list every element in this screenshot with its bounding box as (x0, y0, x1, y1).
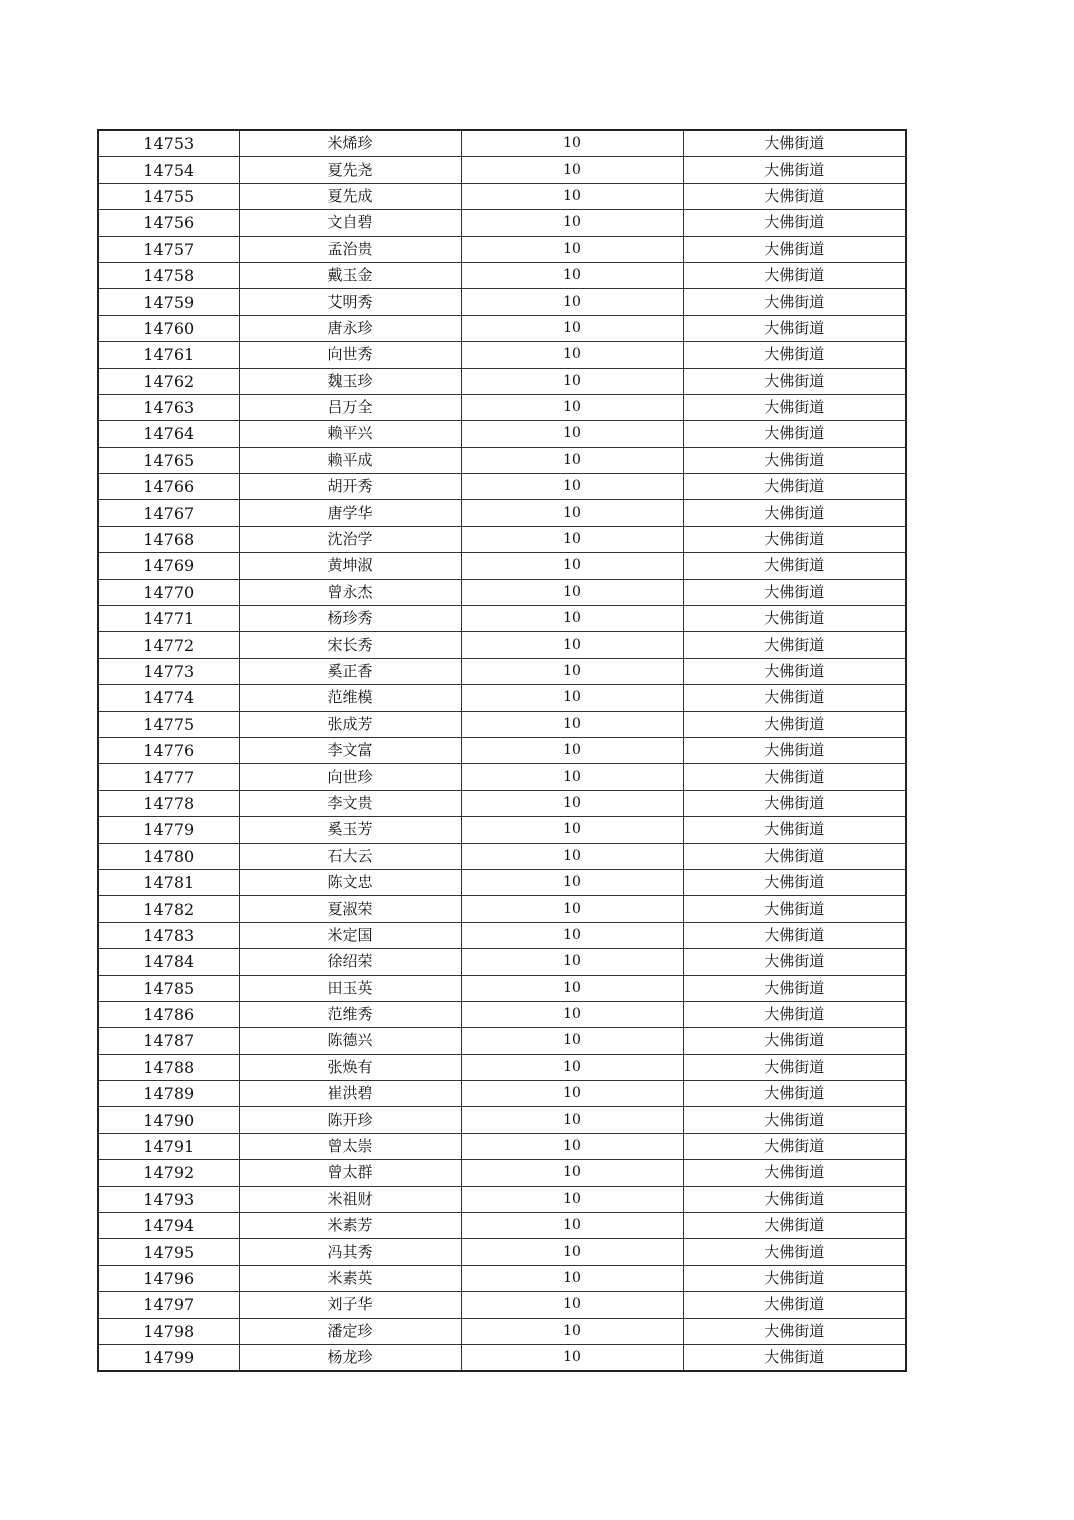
cell-serial-number: 14762 (98, 368, 239, 394)
table-row (98, 658, 906, 684)
cell-street: 大佛街道 (683, 342, 906, 368)
cell-amount: 10 (461, 421, 683, 447)
cell-person-name: 唐永珍 (239, 315, 461, 341)
cell-amount: 10 (461, 949, 683, 975)
cell-street: 大佛街道 (683, 368, 906, 394)
cell-person-name: 赖平兴 (239, 421, 461, 447)
cell-street: 大佛街道 (683, 1107, 906, 1133)
cell-person-name: 张成芳 (239, 711, 461, 737)
cell-serial-number: 14797 (98, 1292, 239, 1318)
cell-street: 大佛街道 (683, 500, 906, 526)
table-row (98, 1292, 906, 1318)
table-row (98, 1239, 906, 1265)
cell-amount: 10 (461, 1028, 683, 1054)
cell-person-name: 曾永杰 (239, 579, 461, 605)
cell-street: 大佛街道 (683, 1265, 906, 1291)
table-row (98, 421, 906, 447)
cell-serial-number: 14763 (98, 394, 239, 420)
table-row (98, 1160, 906, 1186)
cell-serial-number: 14775 (98, 711, 239, 737)
cell-amount: 10 (461, 474, 683, 500)
cell-street: 大佛街道 (683, 896, 906, 922)
table-row (98, 262, 906, 288)
cell-amount: 10 (461, 817, 683, 843)
cell-amount: 10 (461, 342, 683, 368)
cell-serial-number: 14765 (98, 447, 239, 473)
table-row (98, 949, 906, 975)
cell-amount: 10 (461, 262, 683, 288)
cell-person-name: 文自碧 (239, 210, 461, 236)
cell-street: 大佛街道 (683, 474, 906, 500)
cell-person-name: 张焕有 (239, 1054, 461, 1080)
table-row (98, 843, 906, 869)
cell-amount: 10 (461, 1344, 683, 1371)
cell-serial-number: 14794 (98, 1213, 239, 1239)
cell-amount: 10 (461, 790, 683, 816)
cell-street: 大佛街道 (683, 711, 906, 737)
cell-amount: 10 (461, 896, 683, 922)
cell-person-name: 陈文忠 (239, 869, 461, 895)
table-row (98, 737, 906, 763)
cell-person-name: 奚正香 (239, 658, 461, 684)
table-row (98, 289, 906, 315)
cell-serial-number: 14755 (98, 183, 239, 209)
cell-amount: 10 (461, 236, 683, 262)
table-row (98, 526, 906, 552)
cell-street: 大佛街道 (683, 1213, 906, 1239)
cell-person-name: 米定国 (239, 922, 461, 948)
cell-serial-number: 14796 (98, 1265, 239, 1291)
cell-person-name: 刘子华 (239, 1292, 461, 1318)
cell-person-name: 向世秀 (239, 342, 461, 368)
cell-amount: 10 (461, 157, 683, 183)
cell-person-name: 杨龙珍 (239, 1344, 461, 1371)
cell-amount: 10 (461, 130, 683, 157)
cell-person-name: 艾明秀 (239, 289, 461, 315)
table-row (98, 130, 906, 157)
cell-serial-number: 14757 (98, 236, 239, 262)
table-row (98, 1133, 906, 1159)
cell-person-name: 夏淑荣 (239, 896, 461, 922)
table-row (98, 817, 906, 843)
cell-person-name: 奚玉芳 (239, 817, 461, 843)
cell-person-name: 曾太群 (239, 1160, 461, 1186)
cell-street: 大佛街道 (683, 737, 906, 763)
cell-serial-number: 14799 (98, 1344, 239, 1371)
table-row (98, 1081, 906, 1107)
cell-person-name: 米祖财 (239, 1186, 461, 1212)
cell-street: 大佛街道 (683, 526, 906, 552)
cell-amount: 10 (461, 1265, 683, 1291)
cell-serial-number: 14773 (98, 658, 239, 684)
cell-street: 大佛街道 (683, 315, 906, 341)
cell-serial-number: 14782 (98, 896, 239, 922)
table-row (98, 1001, 906, 1027)
cell-serial-number: 14754 (98, 157, 239, 183)
table-row (98, 711, 906, 737)
cell-street: 大佛街道 (683, 236, 906, 262)
cell-street: 大佛街道 (683, 817, 906, 843)
cell-serial-number: 14756 (98, 210, 239, 236)
cell-person-name: 吕万全 (239, 394, 461, 420)
cell-amount: 10 (461, 1239, 683, 1265)
table-row (98, 315, 906, 341)
cell-person-name: 徐绍荣 (239, 949, 461, 975)
cell-street: 大佛街道 (683, 658, 906, 684)
cell-person-name: 黄坤淑 (239, 553, 461, 579)
cell-serial-number: 14783 (98, 922, 239, 948)
cell-street: 大佛街道 (683, 210, 906, 236)
cell-serial-number: 14789 (98, 1081, 239, 1107)
cell-street: 大佛街道 (683, 1318, 906, 1344)
cell-serial-number: 14770 (98, 579, 239, 605)
cell-serial-number: 14788 (98, 1054, 239, 1080)
cell-serial-number: 14767 (98, 500, 239, 526)
cell-amount: 10 (461, 711, 683, 737)
cell-serial-number: 14774 (98, 685, 239, 711)
cell-amount: 10 (461, 315, 683, 341)
cell-street: 大佛街道 (683, 949, 906, 975)
cell-street: 大佛街道 (683, 1081, 906, 1107)
cell-street: 大佛街道 (683, 553, 906, 579)
cell-amount: 10 (461, 183, 683, 209)
table-row (98, 447, 906, 473)
cell-street: 大佛街道 (683, 790, 906, 816)
cell-amount: 10 (461, 975, 683, 1001)
cell-person-name: 崔洪碧 (239, 1081, 461, 1107)
cell-amount: 10 (461, 922, 683, 948)
table-row (98, 1107, 906, 1133)
cell-serial-number: 14779 (98, 817, 239, 843)
cell-street: 大佛街道 (683, 922, 906, 948)
table-row (98, 1054, 906, 1080)
cell-amount: 10 (461, 1160, 683, 1186)
cell-serial-number: 14778 (98, 790, 239, 816)
cell-serial-number: 14786 (98, 1001, 239, 1027)
cell-street: 大佛街道 (683, 685, 906, 711)
cell-serial-number: 14780 (98, 843, 239, 869)
cell-street: 大佛街道 (683, 1028, 906, 1054)
cell-street: 大佛街道 (683, 1239, 906, 1265)
cell-serial-number: 14781 (98, 869, 239, 895)
cell-amount: 10 (461, 1054, 683, 1080)
cell-street: 大佛街道 (683, 421, 906, 447)
cell-person-name: 李文富 (239, 737, 461, 763)
cell-person-name: 米素英 (239, 1265, 461, 1291)
cell-serial-number: 14759 (98, 289, 239, 315)
table-row (98, 236, 906, 262)
cell-amount: 10 (461, 526, 683, 552)
table-row (98, 1028, 906, 1054)
cell-person-name: 陈德兴 (239, 1028, 461, 1054)
cell-amount: 10 (461, 737, 683, 763)
cell-person-name: 沈治学 (239, 526, 461, 552)
table-row (98, 342, 906, 368)
cell-street: 大佛街道 (683, 975, 906, 1001)
cell-serial-number: 14795 (98, 1239, 239, 1265)
table-row (98, 1344, 906, 1371)
table-row (98, 606, 906, 632)
table-row (98, 975, 906, 1001)
cell-amount: 10 (461, 1107, 683, 1133)
cell-street: 大佛街道 (683, 1160, 906, 1186)
cell-person-name: 唐学华 (239, 500, 461, 526)
roster-table (97, 129, 907, 1372)
table-row (98, 1213, 906, 1239)
cell-amount: 10 (461, 553, 683, 579)
cell-street: 大佛街道 (683, 157, 906, 183)
cell-serial-number: 14784 (98, 949, 239, 975)
table-row (98, 764, 906, 790)
cell-person-name: 米烯珍 (239, 130, 461, 157)
table-row (98, 474, 906, 500)
cell-serial-number: 14790 (98, 1107, 239, 1133)
cell-person-name: 石大云 (239, 843, 461, 869)
cell-street: 大佛街道 (683, 262, 906, 288)
cell-amount: 10 (461, 579, 683, 605)
table-row (98, 922, 906, 948)
cell-person-name: 米素芳 (239, 1213, 461, 1239)
table-row (98, 896, 906, 922)
table-row (98, 394, 906, 420)
cell-amount: 10 (461, 368, 683, 394)
table-row (98, 869, 906, 895)
table-row (98, 1186, 906, 1212)
cell-person-name: 宋长秀 (239, 632, 461, 658)
cell-street: 大佛街道 (683, 1001, 906, 1027)
cell-serial-number: 14766 (98, 474, 239, 500)
table-row (98, 685, 906, 711)
cell-amount: 10 (461, 394, 683, 420)
cell-amount: 10 (461, 447, 683, 473)
cell-street: 大佛街道 (683, 447, 906, 473)
cell-person-name: 范维秀 (239, 1001, 461, 1027)
table-row (98, 579, 906, 605)
cell-person-name: 李文贵 (239, 790, 461, 816)
cell-street: 大佛街道 (683, 289, 906, 315)
cell-person-name: 杨珍秀 (239, 606, 461, 632)
cell-serial-number: 14764 (98, 421, 239, 447)
cell-street: 大佛街道 (683, 1054, 906, 1080)
cell-street: 大佛街道 (683, 579, 906, 605)
cell-person-name: 范维模 (239, 685, 461, 711)
table-row (98, 1265, 906, 1291)
cell-serial-number: 14791 (98, 1133, 239, 1159)
roster-table-body (98, 130, 906, 1371)
cell-amount: 10 (461, 1186, 683, 1212)
cell-street: 大佛街道 (683, 764, 906, 790)
cell-serial-number: 14761 (98, 342, 239, 368)
cell-amount: 10 (461, 289, 683, 315)
cell-person-name: 潘定珍 (239, 1318, 461, 1344)
cell-amount: 10 (461, 632, 683, 658)
table-row (98, 1318, 906, 1344)
cell-amount: 10 (461, 1318, 683, 1344)
cell-serial-number: 14753 (98, 130, 239, 157)
cell-person-name: 魏玉珍 (239, 368, 461, 394)
cell-amount: 10 (461, 685, 683, 711)
cell-person-name: 胡开秀 (239, 474, 461, 500)
cell-street: 大佛街道 (683, 632, 906, 658)
cell-amount: 10 (461, 1001, 683, 1027)
cell-street: 大佛街道 (683, 183, 906, 209)
cell-amount: 10 (461, 210, 683, 236)
cell-amount: 10 (461, 764, 683, 790)
cell-street: 大佛街道 (683, 1133, 906, 1159)
cell-person-name: 夏先尧 (239, 157, 461, 183)
cell-person-name: 向世珍 (239, 764, 461, 790)
cell-serial-number: 14793 (98, 1186, 239, 1212)
cell-serial-number: 14771 (98, 606, 239, 632)
cell-street: 大佛街道 (683, 1186, 906, 1212)
cell-person-name: 冯其秀 (239, 1239, 461, 1265)
cell-serial-number: 14760 (98, 315, 239, 341)
cell-street: 大佛街道 (683, 1292, 906, 1318)
cell-amount: 10 (461, 843, 683, 869)
cell-person-name: 戴玉金 (239, 262, 461, 288)
cell-serial-number: 14776 (98, 737, 239, 763)
table-row (98, 553, 906, 579)
cell-person-name: 陈开珍 (239, 1107, 461, 1133)
cell-amount: 10 (461, 1133, 683, 1159)
cell-person-name: 夏先成 (239, 183, 461, 209)
cell-serial-number: 14772 (98, 632, 239, 658)
cell-serial-number: 14787 (98, 1028, 239, 1054)
cell-street: 大佛街道 (683, 843, 906, 869)
cell-serial-number: 14792 (98, 1160, 239, 1186)
cell-amount: 10 (461, 1081, 683, 1107)
document-page (97, 129, 905, 1372)
table-row (98, 632, 906, 658)
cell-street: 大佛街道 (683, 394, 906, 420)
cell-serial-number: 14758 (98, 262, 239, 288)
cell-person-name: 曾太崇 (239, 1133, 461, 1159)
cell-amount: 10 (461, 1213, 683, 1239)
table-row (98, 210, 906, 236)
cell-serial-number: 14785 (98, 975, 239, 1001)
cell-street: 大佛街道 (683, 869, 906, 895)
cell-amount: 10 (461, 606, 683, 632)
cell-street: 大佛街道 (683, 1344, 906, 1371)
cell-person-name: 孟治贵 (239, 236, 461, 262)
table-row (98, 183, 906, 209)
cell-amount: 10 (461, 658, 683, 684)
cell-serial-number: 14777 (98, 764, 239, 790)
cell-serial-number: 14798 (98, 1318, 239, 1344)
table-row (98, 157, 906, 183)
cell-serial-number: 14769 (98, 553, 239, 579)
cell-street: 大佛街道 (683, 130, 906, 157)
cell-person-name: 田玉英 (239, 975, 461, 1001)
cell-person-name: 赖平成 (239, 447, 461, 473)
table-row (98, 500, 906, 526)
cell-amount: 10 (461, 500, 683, 526)
table-row (98, 790, 906, 816)
cell-amount: 10 (461, 1292, 683, 1318)
cell-street: 大佛街道 (683, 606, 906, 632)
table-row (98, 368, 906, 394)
cell-serial-number: 14768 (98, 526, 239, 552)
cell-amount: 10 (461, 869, 683, 895)
